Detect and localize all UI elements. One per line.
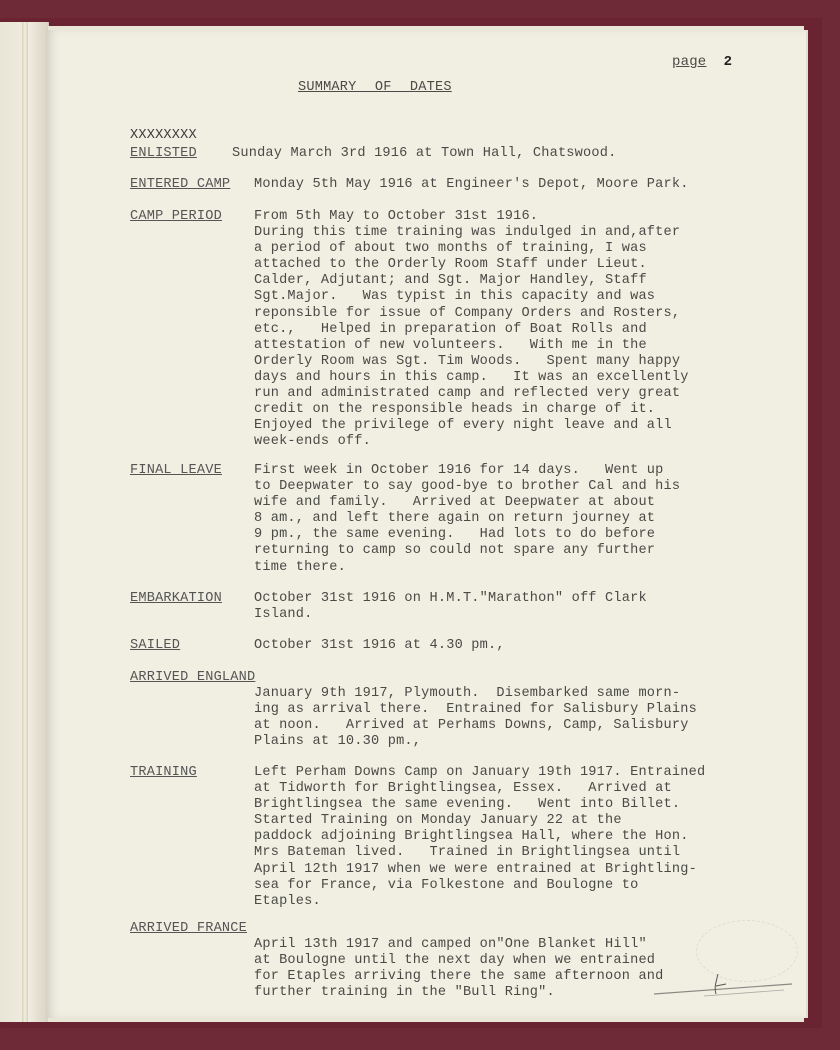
entry-text-entered-camp: Monday 5th May 1916 at Engineer's Depot, Moore Park. [254,177,689,192]
entry-text-arrived-france: April 13th 1917 and camped on"One Blanket Hill" at Boulogne until the next day when we entrained for Etaples arriving there the same afternoon and further training in the "Bull Ring". [254,937,664,1001]
entry-label-entered-camp: ENTERED CAMP [130,177,231,192]
entry-label-arrived-england: ARRIVED ENGLAND [130,670,256,685]
entry-label-final-leave: FINAL LEAVE [130,463,222,478]
entry-label-camp-period: CAMP PERIOD [130,209,222,224]
document-page [46,30,808,1018]
entry-text-embarkation: October 31st 1916 on H.M.T."Marathon" off Clark Island. [254,591,647,623]
entry-text-camp-period: From 5th May to October 31st 1916. During this time training was indulged in and,after a period of about two months of training, I was attached to the Orderly Room Staff under Lieut. Calder, Adjutant; and Sgt. Major Handley, Staff Sgt.Major. Was typist in this capacity and was reponsible for issue of Company Orders and Rosters, etc., Helped in preparation of Boat Rolls and attestation of new volunteers. With me in the Orderly Room was Sgt. Tim Woods. Spent many happy days and hours in this camp. It was an excellently run and administrated camp and reflected very great credit on the responsible heads in charge of it. Enjoyed the privilege of every night leave and all week-ends off. [254,209,689,450]
struck-out-text: XXXXXXXX [130,128,197,143]
entry-text-enlisted: Sunday March 3rd 1916 at Town Hall, Chatswood. [232,146,617,161]
entry-label-sailed: SAILED [130,638,181,653]
entry-label-embarkation: EMBARKATION [130,591,222,606]
entry-text-final-leave: First week in October 1916 for 14 days. Went up to Deepwater to say good-bye to brother Cal and his wife and family. Arrived at Deepwater at about 8 am., and left there again on return journey at 9 pm., the same evening. Had lots to do before returning to camp so could not spare any further time there. [254,463,681,575]
entry-label-training: TRAINING [130,765,197,780]
binding-gutter [22,22,28,1022]
entry-label-arrived-france: ARRIVED FRANCE [130,921,248,936]
page-label: page [672,54,707,70]
page-number [672,54,732,70]
entry-text-sailed: October 31st 1916 at 4.30 pm., [254,638,505,653]
page-title: SUMMARY OF DATES [298,80,452,95]
pencil-mark [644,962,794,1002]
entry-label-enlisted: ENLISTED [130,146,197,161]
entry-text-arrived-england: January 9th 1917, Plymouth. Disembarked same morn- ing as arrival there. Entrained for Salisbury Plains at noon. Arrived at Perhams Downs, Camp, Salisbury Plains at 10.30 pm., [254,686,697,750]
entry-text-training: Left Perham Downs Camp on January 19th 1917. Entrained at Tidworth for Brightlingsea, Essex. Arrived at Brightlingsea the same evening. Went into Billet. Started Training on Monday January 22 at the paddock adjoining Brightlingsea Hall, where the Hon. Mrs Bateman lived. Trained in Brightlingsea until April 12th 1917 when we were entrained at Brightling- sea for France, via Folkestone and Boulogne to Etaples. [254,765,706,909]
page-number-value: 2 [723,54,733,70]
